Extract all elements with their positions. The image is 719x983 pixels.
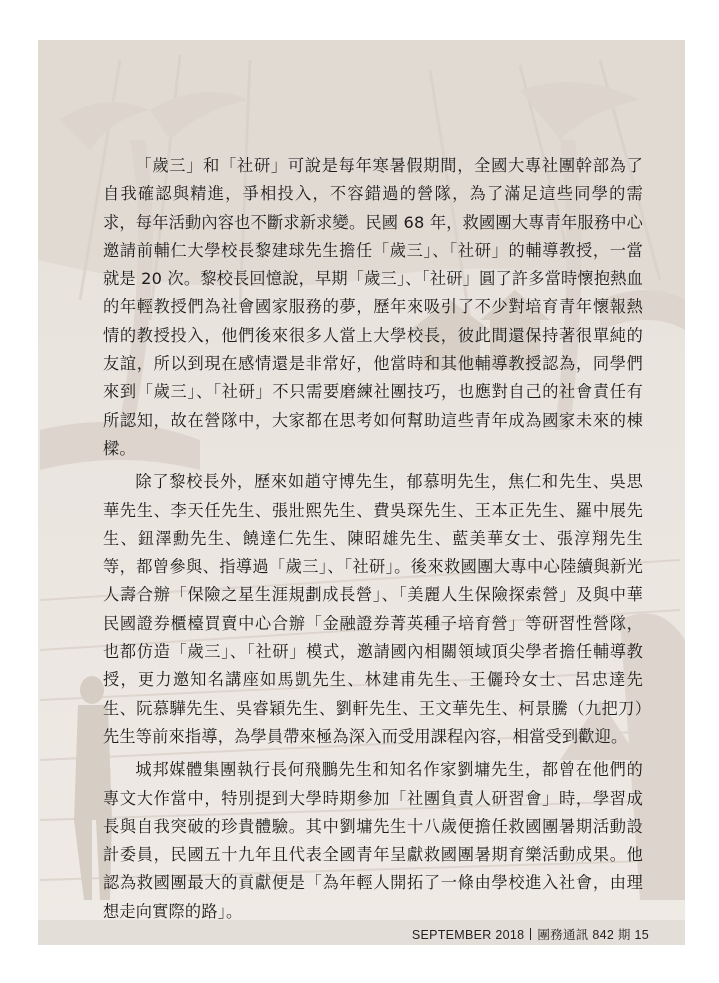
- page-footer: [412, 925, 649, 943]
- footer-date: SEPTEMBER 2018: [411, 928, 525, 942]
- footer-publication: 團務通訊 842 期 15: [537, 928, 649, 942]
- footer-separator: [530, 928, 531, 940]
- article-paragraph: 城邦媒體集團執行長何飛鵬先生和知名作家劉墉先生，都曾在他們的專文大作當中，特別提到大學時期參加「社團負責人研習會」時，學習成長與自我突破的珍貴體驗。其中劉墉先生十八歲便擔任救國團暑期活動設計委員，民國五十九年且代表全國青年呈獻救國團暑期育樂活動成果。他認為救國團最大的貢獻便是「為年輕人開拓了一條由學校進入社會，由理想走向實際的路」。: [103, 760, 643, 921]
- article-paragraph: 「歲三」和「社研」可說是每年寒暑假期間，全國大專社團幹部為了自我確認與精進，爭相投入，不容錯過的營隊，為了滿足這些同學的需求，每年活動內容也不斷求新求變。民國 68 年，救國團大專青年服務中心邀請前輔仁大學校長黎建球先生擔任「歲三」、「社研」的輔導教授，一當就是 20 次。黎校長回憶說，早期「歲三」、「社研」圓了許多當時懷抱熱血的年輕教授們為社會國家服務的夢，歷年來吸引了不少對培育青年懷報熱情的教授投入，他們後來很多人當上大學校長，彼此間還保持著很單純的友誼，所以到現在感情還是非常好，他當時和其他輔導教授認為，同學們來到「歲三」、「社研」不只需要磨練社團技巧，也應對自己的社會責任有所認知，故在營隊中，大家都在思考如何幫助這些青年成為國家未來的棟樑。: [103, 156, 643, 458]
- article-body: [103, 152, 643, 931]
- article-paragraph: 除了黎校長外，歷來如趙守博先生，郁慕明先生，焦仁和先生、吳思華先生、李天任先生、張壯熙先生、費吳琛先生、王本正先生、羅中展先生、鈕澤勳先生、饒達仁先生、陳昭雄先生、藍美華女士、張淳翔先生等，都曾參與、指導過「歲三」、「社研」。後來救國團大專中心陸續與新光人壽合辦「保險之星生涯規劃成長營」、「美麗人生保險探索營」及與中華民國證券櫃檯買賣中心合辦「金融證券菁英種子培育營」等研習性營隊，也都仿造「歲三」、「社研」模式，邀請國內相關領域頂尖學者擔任輔導教授，更力邀知名講座如馬凱先生、林建甫先生、王儷玲女士、呂忠達先生、阮慕驊先生、吳睿穎先生、劉軒先生、王文華先生、柯景騰（九把刀）先生等前來指導，為學員帶來極為深入而受用課程內容，相當受到歡迎。: [103, 472, 643, 746]
